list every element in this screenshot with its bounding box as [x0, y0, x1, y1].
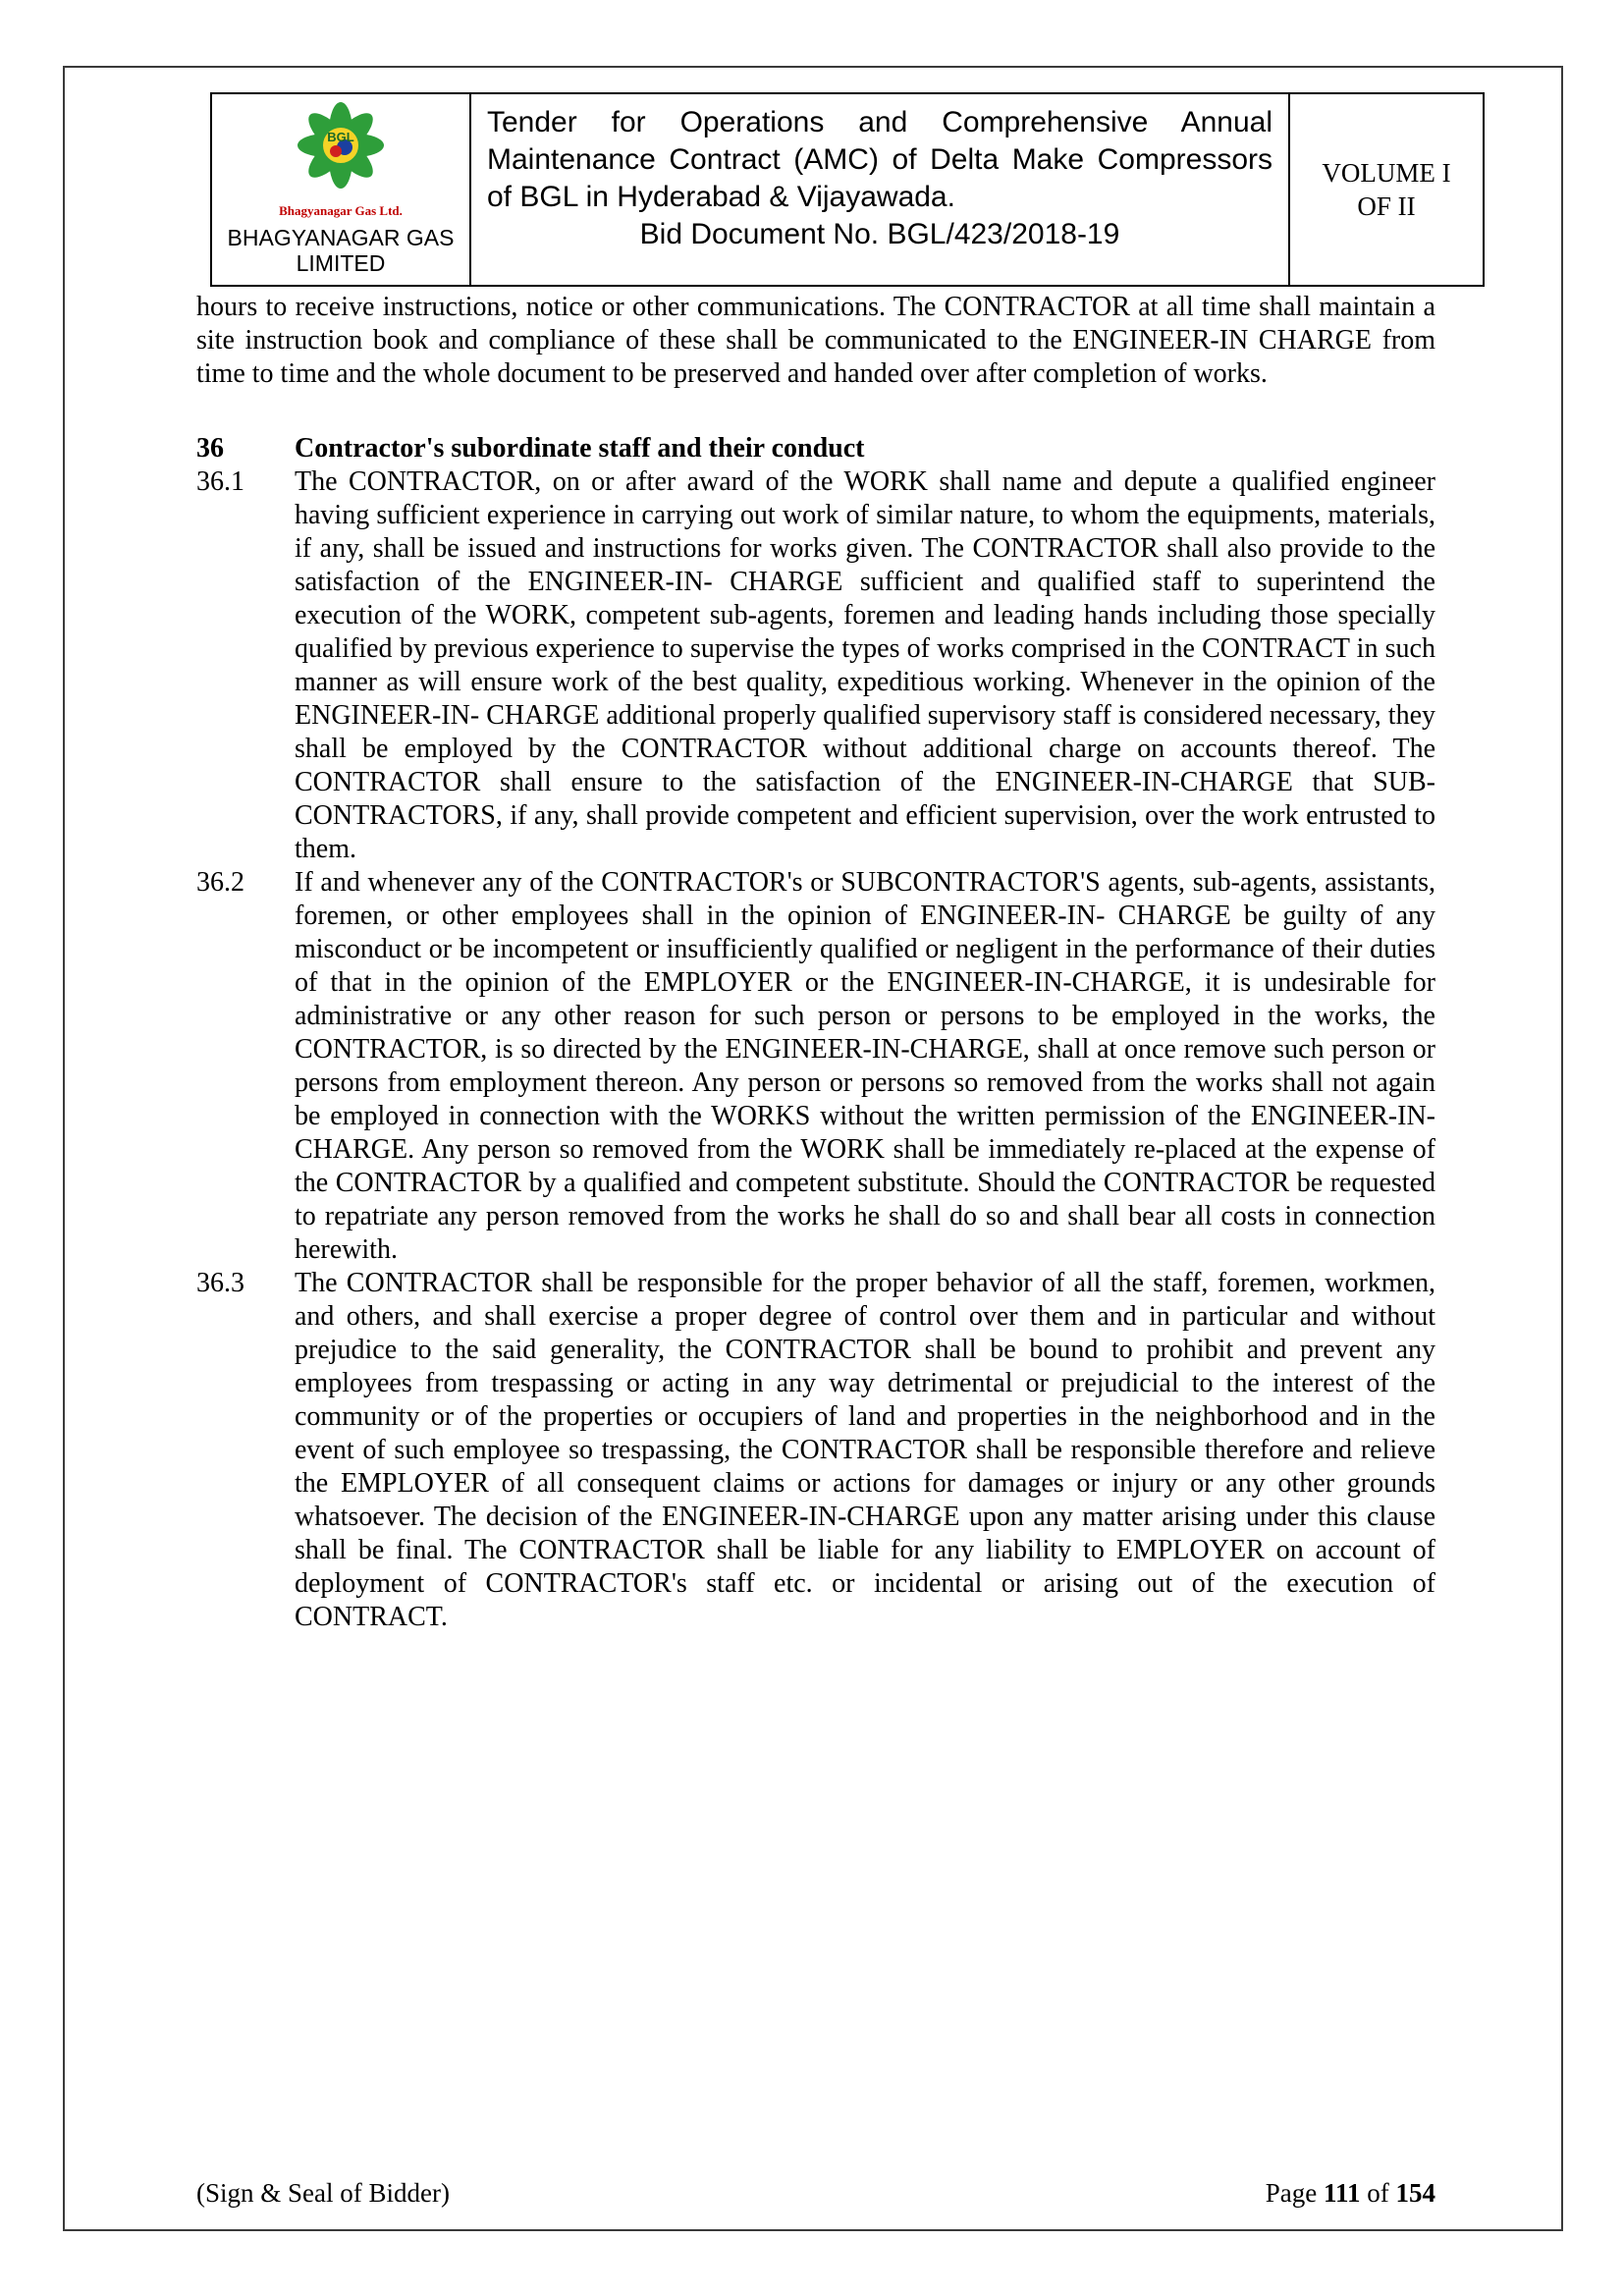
company-name-line1: BHAGYANAGAR GAS	[227, 225, 455, 250]
section-text: The CONTRACTOR shall be responsible for the proper behavior of all the staff, foremen, workmen, and others, and shall exercise a proper degree of control over them and in particular and without prejudice to the said generality, the CONTRACTOR shall be bound to prohibit and prevent any employees from trespassing or acting in any way detrimental or prejudicial to the interest of the community or of the properties or occupiers of land and properties in the neighborhood and in the event of such employee so trespassing, the CONTRACTOR shall be responsible therefore and relieve the EMPLOYER of all consequent claims or actions for damages or injury or any other grounds whatsoever. The decision of the ENGINEER-IN-CHARGE upon any matter arising under this clause shall be final. The CONTRACTOR shall be liable for any liability to EMPLOYER on account of deployment of CONTRACTOR's staff etc. or incidental or arising out of the execution of CONTRACT.	[295, 1268, 1435, 1632]
section-36-2	[196, 866, 1435, 1267]
bgl-logo-icon	[292, 102, 390, 201]
page-number-current: 111	[1323, 2178, 1361, 2208]
page-number-total: 154	[1395, 2178, 1435, 2208]
section-number: 36	[196, 433, 224, 464]
section-36	[196, 432, 1435, 465]
company-name	[228, 225, 455, 277]
logo-abbrev-text: BGL	[327, 130, 354, 144]
volume-cell	[1290, 94, 1483, 285]
page-number-of: of	[1360, 2178, 1396, 2208]
logo-cell	[212, 94, 471, 285]
intro-paragraph: hours to receive instructions, notice or other communications. The CONTRACTOR at all time shall maintain a site instruction book and compliance of these shall be communicated to the ENGINEER-IN CHARGE from time to time and the whole document to be preserved and handed over after completion of works.	[196, 292, 1435, 389]
page-number	[1266, 2178, 1435, 2209]
tender-title: Tender for Operations and Comprehensive Annual Maintenance Contract (AMC) of Delta Make Compressors of BGL in Hyderabad & Vijayawada.	[487, 106, 1272, 213]
title-cell	[471, 94, 1290, 285]
logo-caption: Bhagyanagar Gas Ltd.	[279, 203, 403, 218]
section-text: The CONTRACTOR, on or after award of the WORK shall name and depute a qualified engineer having sufficient experience in carrying out work of similar nature, to whom the equipments, materials, if any, shall be issued and instructions for works given. The CONTRACTOR shall also provide to the satisfaction of the ENGINEER-IN- CHARGE sufficient and qualified staff to superintend the execution of the WORK, competent sub-agents, foremen and leading hands including those specially qualified by previous experience to supervise the types of works comprised in the CONTRACT in such manner as will ensure work of the best quality, expeditious working. Whenever in the opinion of the ENGINEER-IN- CHARGE additional properly qualified supervisory staff is considered necessary, they shall be employed by the CONTRACTOR without additional charge on accounts thereof. The CONTRACTOR shall ensure to the satisfaction of the ENGINEER-IN-CHARGE that SUB- CONTRACTORS, if any, shall provide competent and efficient supervision, over the work entrusted to them.	[295, 466, 1435, 864]
page-footer	[196, 2178, 1435, 2209]
section-number: 36.1	[196, 466, 244, 497]
body-text	[196, 291, 1435, 1634]
volume-line2: OF II	[1357, 191, 1416, 221]
section-36-3	[196, 1267, 1435, 1634]
header-table	[210, 92, 1485, 287]
section-heading: Contractor's subordinate staff and their conduct	[295, 433, 865, 464]
section-number: 36.3	[196, 1268, 244, 1298]
section-text: If and whenever any of the CONTRACTOR's or SUBCONTRACTOR'S agents, sub-agents, assistants, foremen, or other employees shall in the opinion of ENGINEER-IN- CHARGE be guilty of any misconduct or be incompetent or insufficiently qualified or negligent in the performance of their duties of that in the opinion of the EMPLOYER or the ENGINEER-IN-CHARGE, it is undesirable for administrative or any other reason for such person or persons to be employed in the works, the CONTRACTOR, is so directed by the ENGINEER-IN-CHARGE, shall at once remove such person or persons from employment thereon. Any person or persons so removed from the works shall not again be employed in connection with the WORKS without the written permission of the ENGINEER-IN- CHARGE. Any person so removed from the WORK shall be immediately re-placed at the expense of the CONTRACTOR by a qualified and competent substitute. Should the CONTRACTOR be requested to repatriate any person removed from the works he shall do so and shall bear all costs in connection herewith.	[295, 867, 1435, 1265]
volume-line1: VOLUME I	[1322, 157, 1451, 188]
sign-seal-label: (Sign & Seal of Bidder)	[196, 2178, 450, 2208]
page-number-prefix: Page	[1265, 2178, 1324, 2208]
section-36-1	[196, 465, 1435, 866]
company-name-line2: LIMITED	[296, 250, 386, 277]
section-number: 36.2	[196, 867, 244, 898]
bid-document-no: Bid Document No. BGL/423/2018-19	[639, 218, 1120, 250]
